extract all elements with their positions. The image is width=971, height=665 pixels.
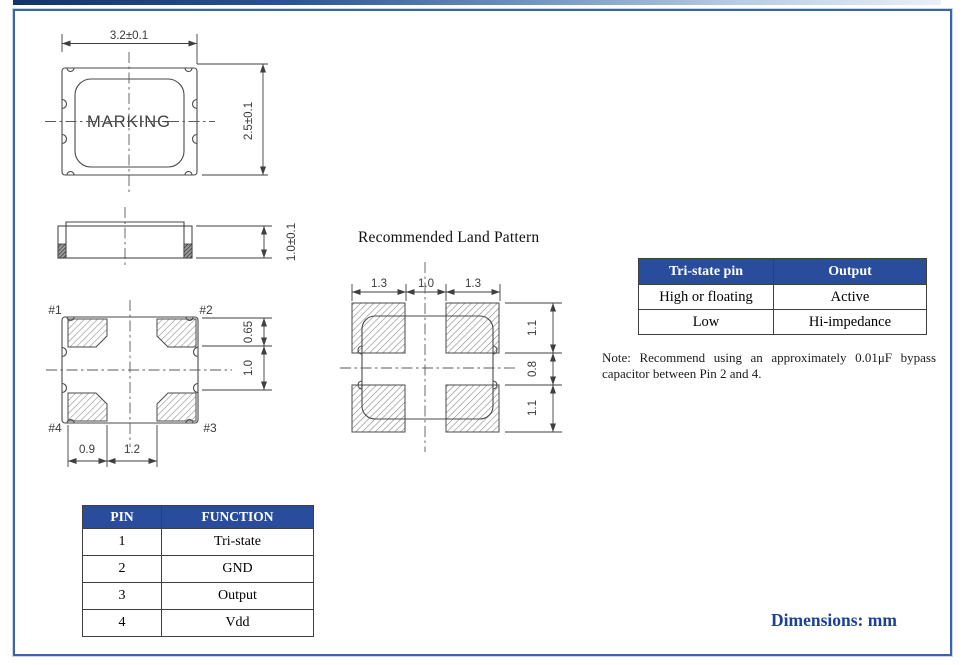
- pin2-label: #2: [199, 303, 213, 317]
- land-pattern-title: Recommended Land Pattern: [358, 229, 540, 246]
- side-view-thickness-dim: 1.0±0.1: [286, 222, 298, 262]
- table-row: [83, 556, 314, 583]
- lp-dim-gap: 0.8: [527, 361, 539, 377]
- function-cell: GND: [162, 556, 314, 583]
- pin-function-table: [82, 505, 314, 637]
- pin-cell: 1: [83, 529, 162, 556]
- pad-pitch-dim: 1.2: [124, 444, 140, 456]
- table-row: [83, 583, 314, 610]
- lp-dim-right: 1.3: [465, 278, 481, 290]
- lp-dim-center: 1.0: [418, 278, 434, 290]
- function-cell: Vdd: [162, 610, 314, 637]
- function-cell: Tri-state: [162, 529, 314, 556]
- bypass-capacitor-note: Note: Recommend using an approximately 0.01μF bypass capacitor between Pin 2 and 4.: [602, 350, 936, 381]
- pin3-label: #3: [203, 421, 217, 435]
- pin-header: PIN: [83, 506, 162, 529]
- top-view-width-dim: 3.2±0.1: [109, 30, 149, 42]
- tristate-cell: Hi-impedance: [774, 310, 927, 335]
- pin-cell: 3: [83, 583, 162, 610]
- top-view-height-dim: 2.5±0.1: [243, 101, 255, 141]
- table-header-row: [639, 259, 927, 285]
- marking-label: MARKING: [86, 113, 172, 131]
- tristate-cell: High or floating: [639, 285, 774, 310]
- pad-gap-dim: 1.0: [243, 360, 255, 376]
- pad-width-dim: 0.9: [79, 444, 95, 456]
- tristate-header-output: Output: [774, 259, 927, 285]
- table-header-row: [83, 506, 314, 529]
- table-row: [639, 310, 927, 335]
- function-cell: Output: [162, 583, 314, 610]
- table-row: [83, 610, 314, 637]
- lp-dim-top-height: 1.1: [527, 320, 539, 336]
- pad-height-dim: 0.65: [243, 320, 255, 344]
- pin-cell: 4: [83, 610, 162, 637]
- table-row: [83, 529, 314, 556]
- tristate-header-pin: Tri-state pin: [639, 259, 774, 285]
- tristate-cell: Active: [774, 285, 927, 310]
- dimensions-unit-note: Dimensions: mm: [771, 610, 897, 630]
- pin4-label: #4: [48, 421, 62, 435]
- tristate-cell: Low: [639, 310, 774, 335]
- tristate-table: [638, 258, 927, 335]
- lp-dim-bottom-height: 1.1: [527, 400, 539, 416]
- lp-dim-left: 1.3: [371, 278, 387, 290]
- pin1-label: #1: [48, 303, 62, 317]
- pin-cell: 2: [83, 556, 162, 583]
- top-gradient-bar: [13, 0, 941, 5]
- function-header: FUNCTION: [162, 506, 314, 529]
- table-row: [639, 285, 927, 310]
